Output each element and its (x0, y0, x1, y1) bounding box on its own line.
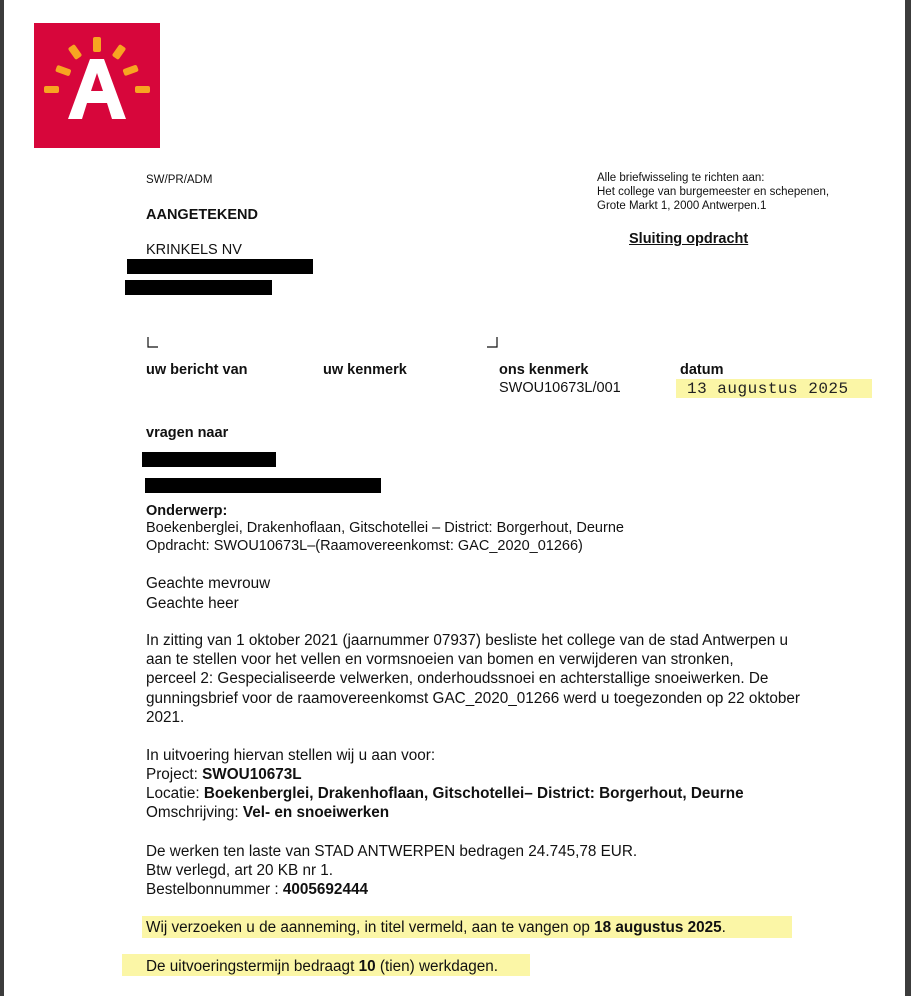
term-end: (tien) werkdagen. (375, 958, 499, 975)
contact-label: vragen naar (146, 425, 229, 441)
description-line (146, 803, 389, 823)
location-label: Locatie: (146, 785, 204, 802)
document-title: Sluiting opdracht (629, 231, 749, 247)
date-label: datum (680, 362, 724, 378)
date-value: 13 augustus 2025 (687, 380, 849, 398)
intro-line-5: 2021. (146, 709, 185, 726)
your-message-label: uw bericht van (146, 362, 248, 378)
cost-line: De werken ten laste van STAD ANTWERPEN bedragen 24.745,78 EUR. (146, 843, 638, 860)
correspondence-line-1: Het college van burgemeester en schepenen, (597, 186, 830, 198)
redacted-address-line1 (127, 259, 313, 274)
redacted-contact-address (145, 478, 381, 493)
correspondence-line-2: Grote Markt 1, 2000 Antwerpen.1 (597, 200, 767, 212)
location-value: Boekenberglei, Drakenhoflaan, Gitschotellei– District: Borgerhout, Deurne (203, 785, 744, 802)
greeting-line-2: Geachte heer (146, 595, 239, 612)
description-value: Vel- en snoeiwerken (242, 804, 390, 821)
term-value: 10 (358, 958, 376, 975)
intro-line-2: aan te stellen voor het vellen en vormsnoeien van bomen en verwijderen van stronken, (146, 651, 734, 668)
our-reference-value: SWOU10673L/001 (499, 380, 621, 396)
registered-mail-label: AANGETEKEND (146, 207, 258, 223)
start-end: . (721, 919, 726, 936)
project-value: SWOU10673L (202, 766, 302, 783)
proposal-intro: In uitvoering hiervan stellen wij u aan voor: (146, 747, 436, 764)
vat-line: Btw verlegd, art 20 KB nr 1. (146, 862, 334, 879)
term-text: De uitvoeringstermijn bedraagt (146, 958, 359, 975)
intro-line-4: gunningsbrief voor de raamovereenkomst GAC_2020_01266 werd u toegezonden op 22 oktober (146, 690, 800, 707)
intro-line-1: In zitting van 1 oktober 2021 (jaarnummer 07937) besliste het college van de stad Antwerpen u (146, 632, 789, 649)
intro-line-3: perceel 2: Gespecialiseerde velwerken, onderhoudssnoei en achterstallige snoeiwerken. De (146, 670, 769, 687)
reference-code: SW/PR/ADM (146, 174, 213, 186)
start-text: Wij verzoeken u de aanneming, in titel vermeld, aan te vangen op (146, 919, 595, 936)
our-reference-label: ons kenmerk (499, 362, 589, 378)
greeting-line-1: Geachte mevrouw (146, 575, 271, 592)
project-line (146, 765, 302, 785)
order-number-value: 4005692444 (282, 881, 368, 898)
redacted-contact-name (142, 452, 276, 467)
correspondence-label: Alle briefwisseling te richten aan: (597, 172, 765, 184)
subject-line-1: Boekenberglei, Drakenhoflaan, Gitschotellei – District: Borgerhout, Deurne (146, 520, 624, 536)
page-edge-right (905, 0, 911, 996)
term-line (146, 957, 498, 977)
recipient-name: KRINKELS NV (146, 242, 242, 258)
stad-antwerpen-logo (34, 23, 160, 148)
project-label: Project: (146, 766, 203, 783)
subject-line-2: Opdracht: SWOU10673L–(Raamovereenkomst: GAC_2020_01266) (146, 538, 583, 554)
start-line (146, 918, 726, 938)
order-number-label: Bestelbonnummer : (146, 881, 283, 898)
address-corner-left (147, 337, 158, 348)
address-corner-right (487, 337, 498, 348)
subject-label: Onderwerp: (146, 503, 228, 519)
start-date-value: 18 augustus 2025 (594, 919, 722, 936)
location-line (146, 784, 744, 804)
your-reference-label: uw kenmerk (323, 362, 407, 378)
order-number-line (146, 880, 368, 900)
redacted-address-line2 (125, 280, 272, 295)
page-edge-left (0, 0, 4, 996)
description-label: Omschrijving: (146, 804, 243, 821)
